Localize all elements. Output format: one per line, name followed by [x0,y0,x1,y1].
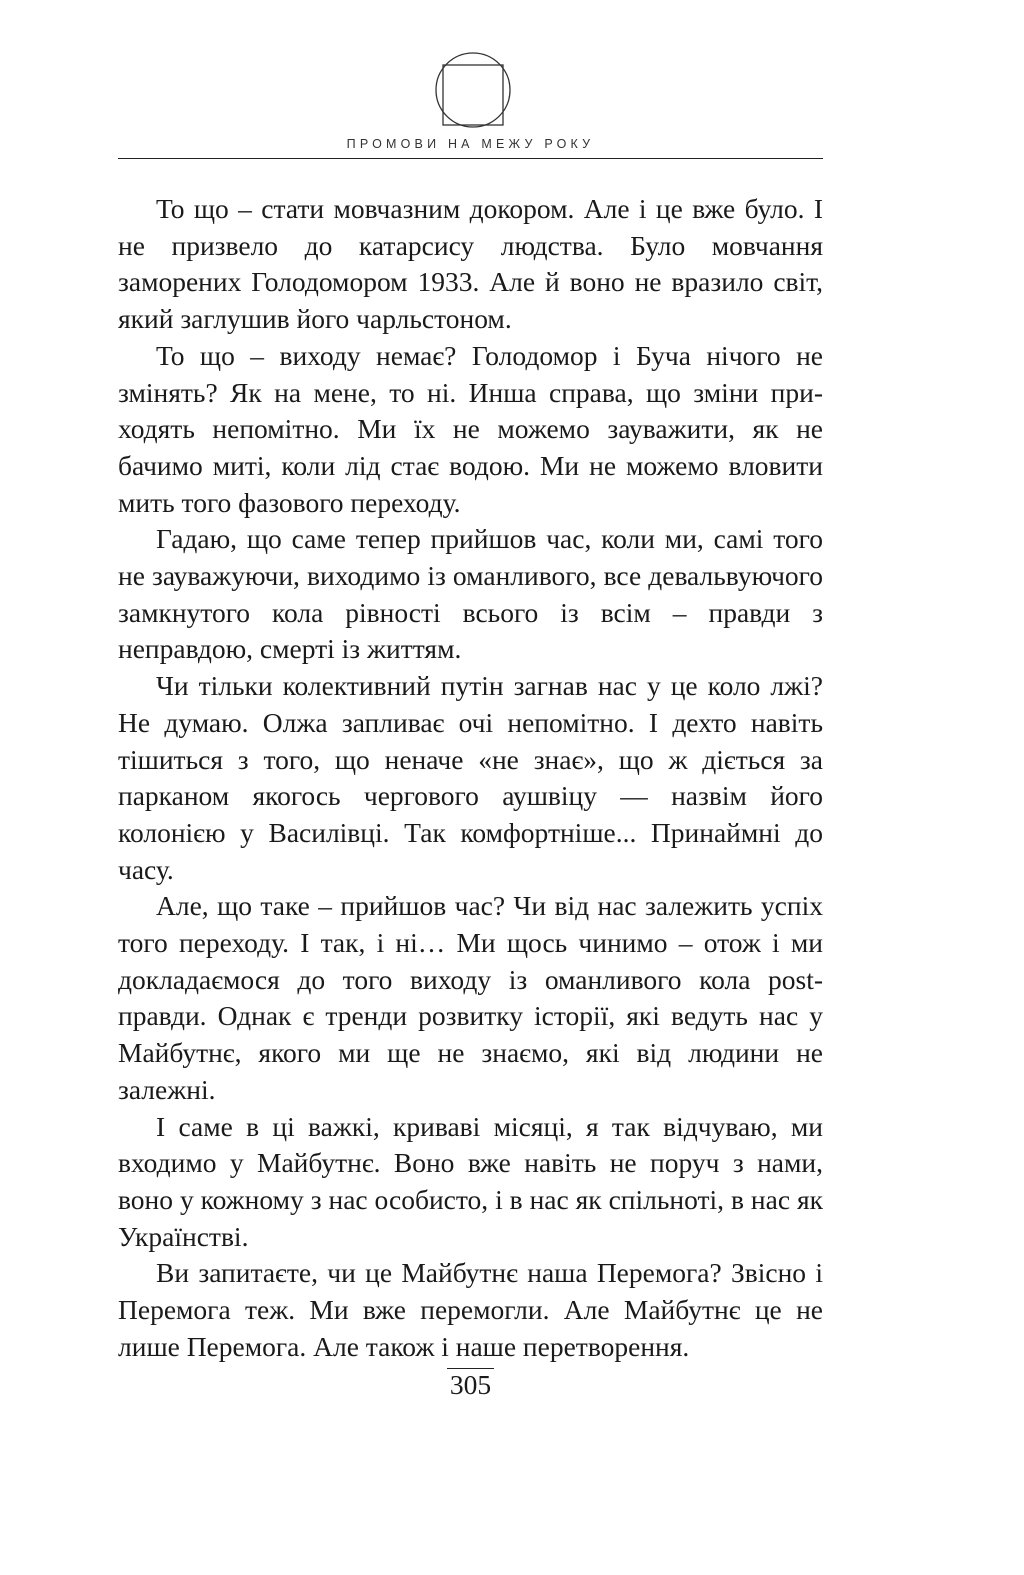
circle-square-emblem-icon [434,51,512,129]
paragraph: То що – стати мовчазним докором. Але і це вже було. І не призвело до катарсису людства. Було мовчання заморених Голодомором 1933. Але й воно не вразило світ, який заглушив його чарльстоном. [118,193,823,335]
paragraph: І саме в ці важкі, криваві місяці, я так відчуваю, ми входимо у Майбутнє. Воно вже навіть не поруч з нами, воно у кожному з нас особисто, і в нас як спільноті, в нас як Українстві. [118,1110,823,1252]
paragraph: Чи тільки колективний путін загнав нас у це коло лжі? Не думаю. Олжа запливає очі непомітно. І дехто навіть тішиться з того, що неначе «не знає», що ж діється за парканом якогось чергового аушвіцу — назвім його колонією у Василівці. Так комфортніше... Принаймні до часу. [118,670,823,885]
body-text [118,191,823,1366]
paragraph: Ви запитаєте, чи це Майбутнє наша Перемога? Звісно і Перемога теж. Ми вже перемогли. Але Майбутнє це не лише Перемога. Але також і наше перетворення. [118,1257,823,1362]
paragraph: Але, що таке – прийшов час? Чи від нас залежить успіх того переходу. І так, і ні… Ми щось чинимо – отож і ми докладаємося до того виходу із оманливого кола post-правди. Однак є тренди розвитку історії, які ведуть нас у Майбутнє, якого ми ще не знаємо, які від людини не залежні. [118,890,823,1105]
paragraph: То що – виходу немає? Голодомор і Буча нічого не змінять? Як на мене, то ні. Инша справа, що зміни приходять непомітно. Ми їх не можемо зауважити, як не бачимо миті, коли лід стає водою. Ми не можемо вловити мить того фазового переходу. [118,339,823,518]
header-rule [118,158,823,159]
running-head: ПРОМОВИ НА МЕЖУ РОКУ [346,137,595,151]
page-number-label: 305 [447,1368,494,1400]
paragraph: Гадаю, що саме тепер прийшов час, коли ми, самі того не зауважуючи, виходимо із оманливого, все девальвуючого замкнутого кола рівності всього із всім – правди з неправдою, смерті із життям. [118,523,823,665]
page-number [0,1369,941,1401]
